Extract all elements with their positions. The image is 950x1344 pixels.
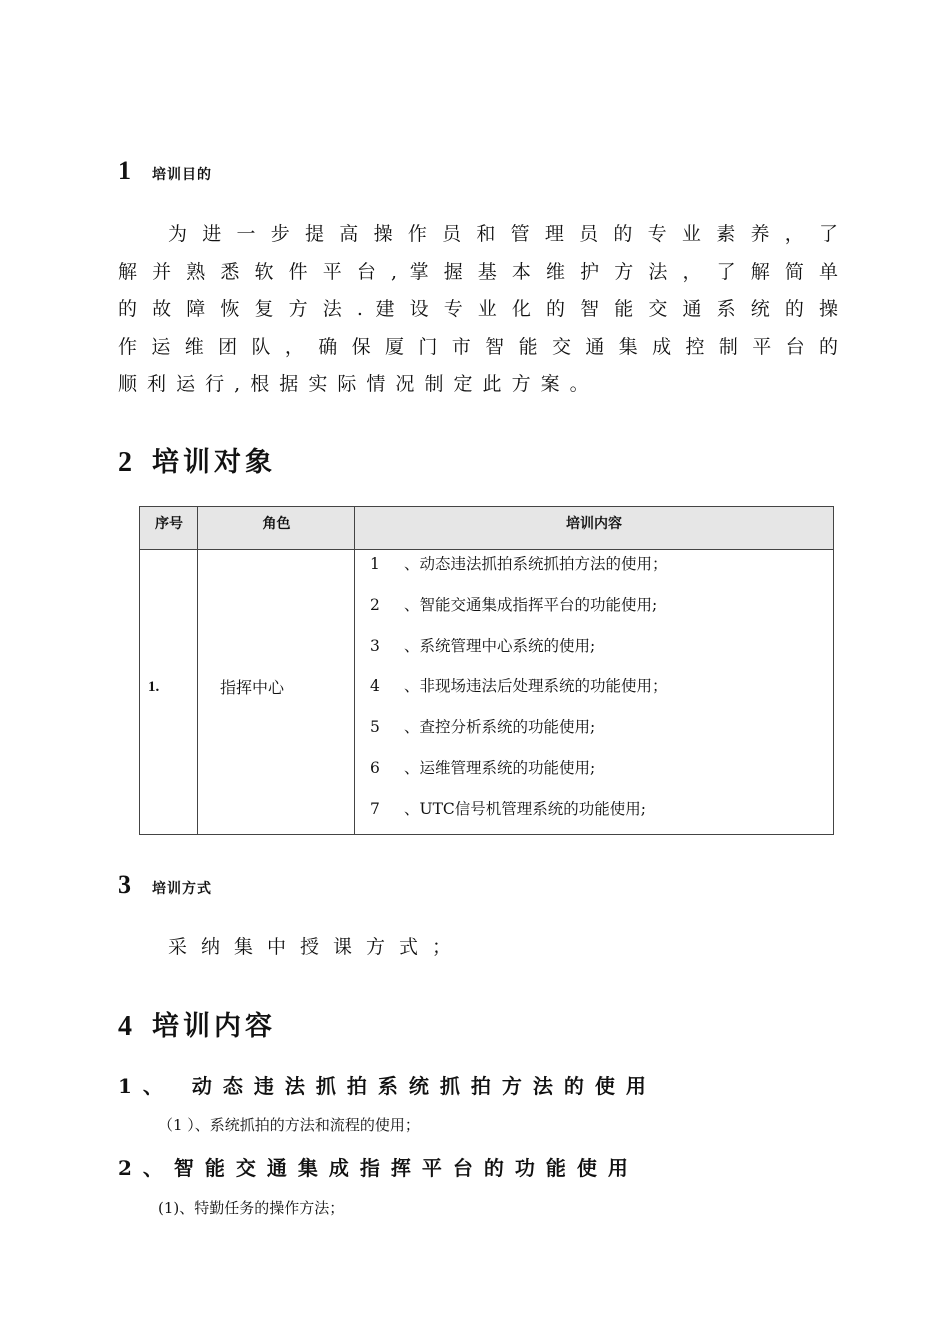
section-title: 培训方式 — [152, 881, 212, 897]
header-content: 培训内容 — [566, 516, 622, 532]
paragraph-line: 顺 利 运 行 , 根 据 实 际 情 况 制 定 此 方 案 。 — [118, 373, 591, 395]
paragraph-line: 为 进 一 步 提 高 操 作 员 和 管 理 员 的 专 业 素 养 ， 了 — [168, 223, 840, 245]
header-index: 序号 — [155, 516, 183, 532]
row-role: 指挥中心 — [220, 678, 285, 697]
table-header-row — [140, 507, 833, 550]
training-method-text: 采纳集中授课方式； — [168, 936, 466, 958]
content-subheading: 1、 动态违法抓拍系统抓拍方法的使用 — [118, 1074, 657, 1098]
list-item: 6 、运维管理系统的功能使用; — [370, 758, 596, 777]
section-number: 3 — [118, 870, 131, 899]
section-3-heading — [118, 870, 212, 900]
section-number: 1 — [118, 156, 131, 185]
list-item: 5 、查控分析系统的功能使用; — [370, 718, 596, 737]
section-2-heading — [118, 440, 276, 479]
row-index: 1. — [148, 679, 160, 695]
section-number: 4 — [118, 1011, 132, 1042]
column-divider — [354, 507, 355, 834]
content-note: （1 ）、系统抓拍的方法和流程的使用； — [158, 1116, 420, 1134]
list-item: 7 、UTC信号机管理系统的功能使用; — [370, 799, 646, 818]
row-content-list — [370, 552, 668, 838]
paragraph-line: 作 运 维 团 队 ， 确 保 厦 门 市 智 能 交 通 集 成 控 制 平 台 的 — [118, 335, 840, 358]
section-title: 培训目的 — [152, 167, 212, 183]
list-item: 3 、系统管理中心系统的使用; — [370, 636, 596, 655]
section-title: 培训内容 — [152, 1011, 276, 1042]
purpose-paragraph — [118, 216, 840, 404]
section-number: 2 — [118, 447, 132, 478]
list-item: 2 、智能交通集成指挥平台的功能使用; — [370, 595, 658, 614]
training-target-table — [139, 506, 834, 835]
section-1-heading — [118, 156, 212, 186]
section-title: 培训对象 — [152, 447, 276, 478]
paragraph-line: 解 并 熟 悉 软 件 平 台 , 掌 握 基 本 维 护 方 法 ， 了 解 简 单 — [118, 260, 840, 283]
content-note: (1)、特勤任务的操作方法； — [158, 1199, 345, 1217]
list-item: 1 、动态违法抓拍系统抓拍方法的使用； — [370, 555, 668, 573]
list-item: 4 、非现场违法后处理系统的功能使用； — [370, 677, 668, 696]
header-role: 角色 — [262, 516, 291, 532]
section-4-heading — [118, 1004, 276, 1043]
column-divider — [197, 507, 198, 834]
paragraph-line: 的 故 障 恢 复 方 法 . 建 设 专 业 化 的 智 能 交 通 系 统 的 操 — [118, 298, 840, 320]
content-subheading: 2、智能交通集成指挥平台的功能使用 — [118, 1156, 639, 1180]
